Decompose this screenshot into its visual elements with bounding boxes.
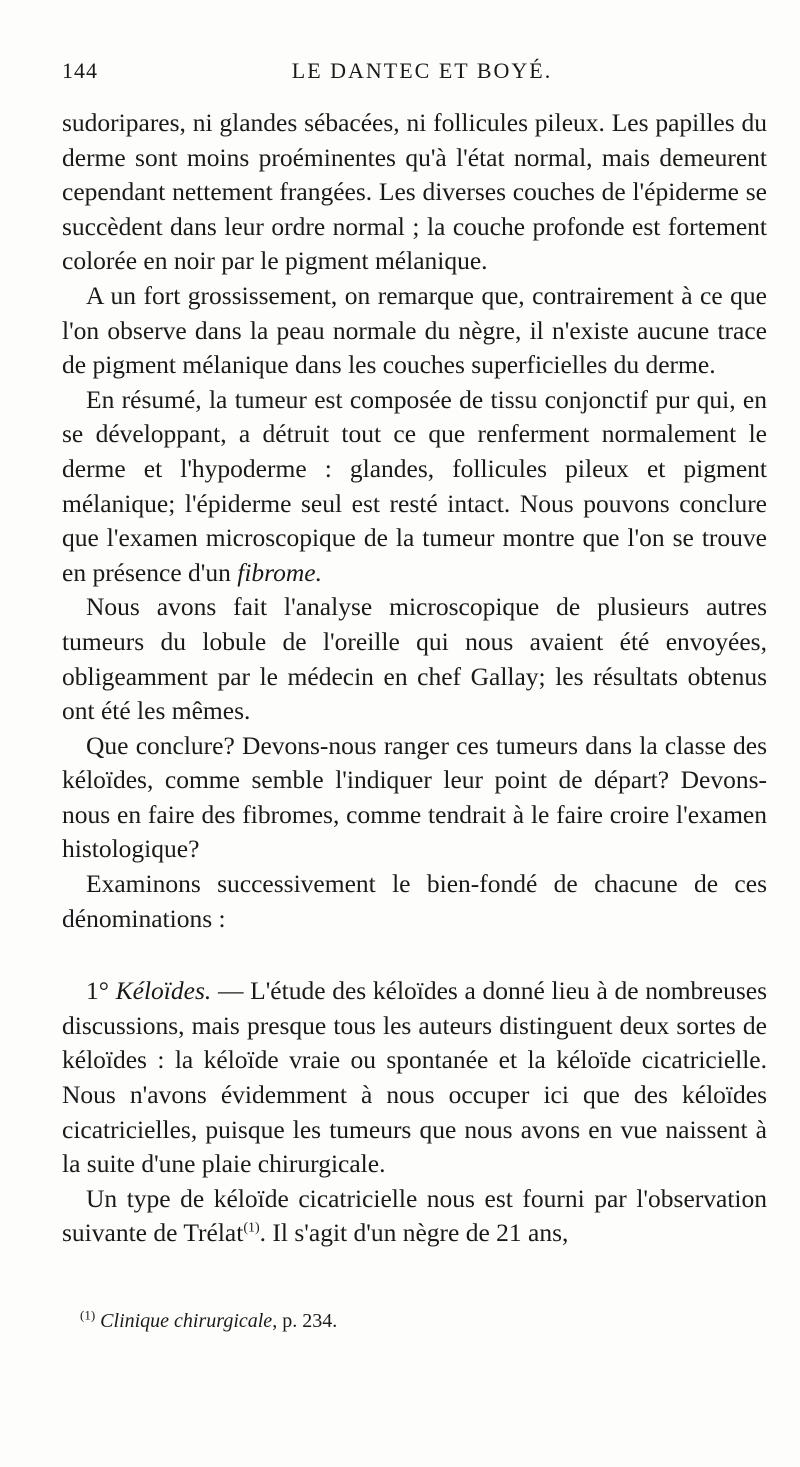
summary-italic-term: fibrome. (237, 557, 322, 587)
paragraph: Nous avons fait l'analyse microscopique de plusieurs autres tumeurs du lobule de l'oreille qui nous avaient été envoyées, obligeamment par le médecin en chef Gallay; les résultats obtenus ont été les mêmes. (62, 592, 767, 726)
running-head: LE DANTEC ET BOYÉ. (291, 58, 553, 83)
section-number: 1° (86, 976, 109, 1006)
summary-paragraph (62, 383, 767, 591)
section-heading: Kéloïdes. (115, 976, 212, 1006)
section-text: — L'étude des kéloïdes a donné lieu à de nombreuses discussions, mais presque tous les auteurs distinguent deux sortes de kéloïdes : la kéloïde vraie ou spontanée et la kéloïde cicatricielle. Nous n'avons évidemment à nous occuper ici que des kéloïdes cicatricielles, puisque les tumeurs que nous avons en vue naissent à la suite d'une plaie chirurgicale. (62, 976, 768, 1179)
page-number: 144 (62, 58, 98, 83)
footnote (80, 1307, 338, 1333)
last-paragraph-text-end: . Il s'agit d'un nègre de 21 ans, (259, 1218, 569, 1248)
paragraph: Que conclure? Devons-nous ranger ces tumeurs dans la classe des kéloïdes, comme semble l'indiquer leur point de départ? Devons-nous en faire des fibromes, comme tendrait à le faire croire l'examen histologique? (62, 730, 767, 864)
paragraph: sudoripares, ni glandes sébacées, ni follicules pileux. Les papilles du derme sont moins proéminentes qu'à l'état normal, mais demeurent cependant nettement frangées. Les diverses couches de l'épiderme se succèdent dans leur ordre normal ; la couche profonde est fortement colorée en noir par le pigment mélanique. (62, 108, 767, 276)
footnote-marker: (1) (80, 1307, 96, 1323)
paragraph: A un fort grossissement, on remarque que, contrairement à ce que l'on observe dans la peau normale du nègre, il n'existe aucune trace de pigment mélanique dans les couches superficielles du derme. (62, 280, 767, 380)
page-header (62, 58, 762, 94)
section-spacer (62, 936, 767, 974)
footnote-reference: (1) (243, 1220, 260, 1236)
footnote-page-ref: , p. 234. (272, 1310, 338, 1332)
keloid-section (62, 974, 767, 1182)
last-paragraph-text: Un type de kéloïde cicatricielle nous est fourni par l'observation suivante de Trélat (62, 1183, 767, 1248)
body-text (62, 106, 767, 1251)
paragraph: Examinons successivement le bien-fondé de chacune de ces dénominations : (62, 869, 767, 933)
last-paragraph (62, 1182, 767, 1251)
footnote-title: Clinique chirurgicale (100, 1310, 273, 1332)
summary-text: En résumé, la tumeur est composée de tissu conjonctif pur qui, en se développant, a détruit tout ce que renferment normalement le derme et l'hypoderme : glandes, follicules pileux et pigment mélanique; l'épiderme seul est resté intact. Nous pouvons conclure que l'examen microscopique de la tumeur montre que l'on se trouve en présence d'un (62, 384, 767, 587)
